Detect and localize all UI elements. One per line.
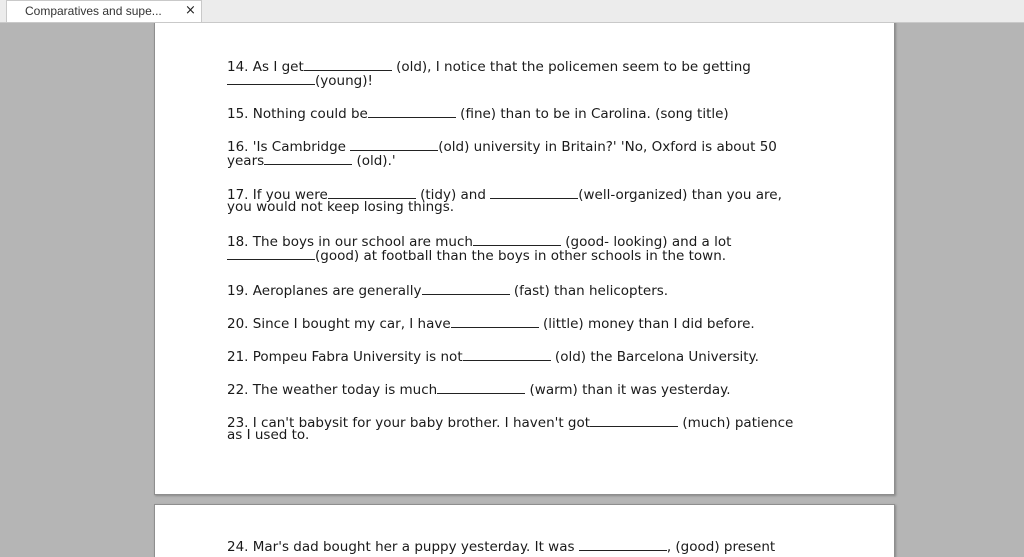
question-14-line2: (young)! xyxy=(227,72,847,89)
answer-blank xyxy=(368,105,456,118)
close-icon[interactable]: × xyxy=(185,3,196,18)
document-viewport[interactable] xyxy=(0,23,1024,557)
answer-blank xyxy=(451,315,539,328)
answer-blank xyxy=(304,58,392,71)
question-17: 17. If you were (tidy) and (well-organized) than you are, xyxy=(227,187,782,203)
question-19: 19. Aeroplanes are generally (fast) than helicopters. xyxy=(227,283,669,299)
question-20: 20. Since I bought my car, I have (little) money than I did before. xyxy=(227,316,755,332)
answer-blank xyxy=(463,348,551,361)
tab-bar xyxy=(0,0,1024,23)
question-23: 23. I can't babysit for your baby brother. I haven't got (much) patience xyxy=(227,415,794,431)
question-24: 24. Mar's dad bought her a puppy yesterday. It was , (good) present xyxy=(227,539,776,555)
answer-blank xyxy=(227,247,315,260)
answer-blank xyxy=(227,72,315,85)
question-17-line2: you would not keep losing things. xyxy=(227,199,455,215)
question-21: 21. Pompeu Fabra University is not (old) the Barcelona University. xyxy=(227,349,759,365)
question-18: 18. The boys in our school are much (good- looking) and a lot xyxy=(227,234,732,250)
document-tab[interactable] xyxy=(6,0,202,22)
answer-blank xyxy=(490,186,578,199)
question-23-line2: as I used to. xyxy=(227,427,310,443)
question-22: 22. The weather today is much (warm) than it was yesterday. xyxy=(227,382,731,398)
question-18-line2: (good) at football than the boys in other schools in the town. xyxy=(227,247,847,264)
answer-blank xyxy=(590,414,678,427)
answer-blank xyxy=(264,152,352,165)
answer-blank xyxy=(437,381,525,394)
question-16: 16. 'Is Cambridge (old) university in Britain?' 'No, Oxford is about 50 xyxy=(227,139,777,155)
tab-title: Comparatives and supe... xyxy=(25,4,162,18)
answer-blank xyxy=(350,138,438,151)
answer-blank xyxy=(422,282,510,295)
question-14: 14. As I get (old), I notice that the policemen seem to be getting xyxy=(227,59,751,75)
document-page-2 xyxy=(154,504,895,557)
question-15: 15. Nothing could be (fine) than to be in Carolina. (song title) xyxy=(227,106,729,122)
answer-blank xyxy=(328,186,416,199)
answer-blank xyxy=(579,538,667,551)
document-page xyxy=(154,23,895,495)
question-16-line2: years (old).' xyxy=(227,153,396,169)
answer-blank xyxy=(473,233,561,246)
